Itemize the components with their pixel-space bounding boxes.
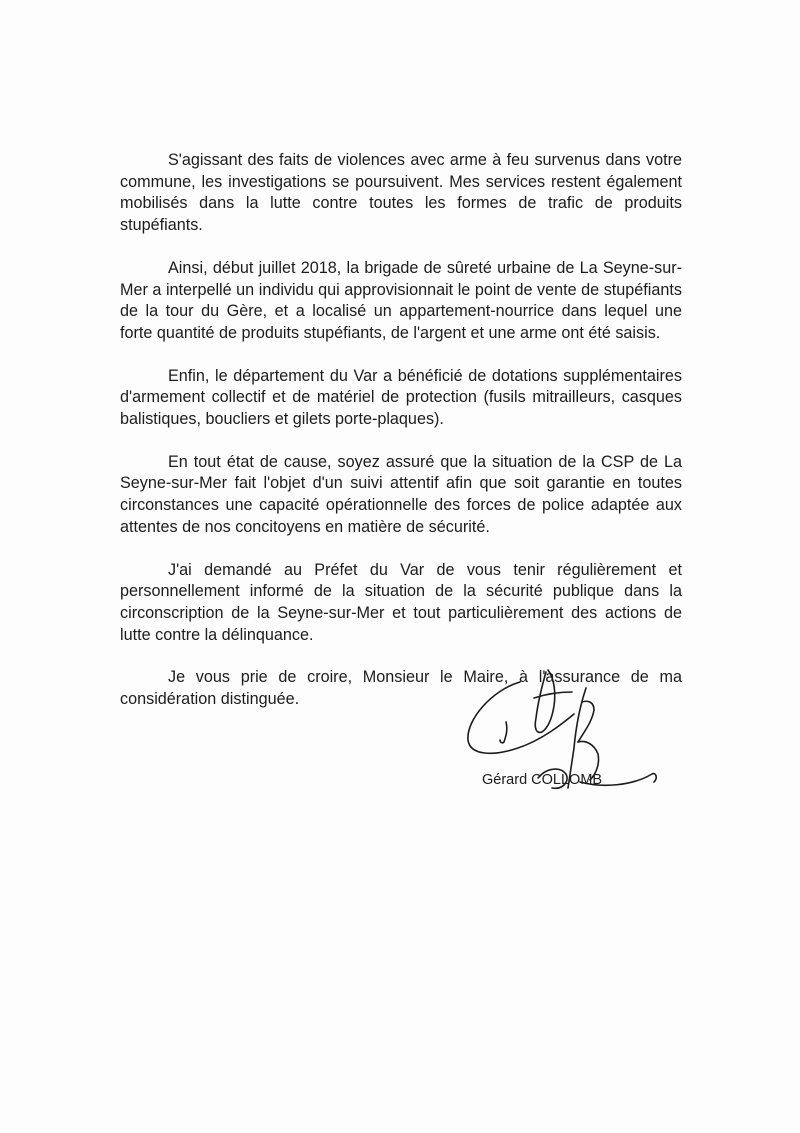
paragraph-arrest: Ainsi, début juillet 2018, la brigade de sûreté urbaine de La Seyne-sur-Mer a interpellé un individu qui approvisionnait le point de vente de stupéfiants de la tour du Gère, et a localisé un appartement-nourrice dans lequel une forte quantité de produits stupéfiants, de l'argent et une arme ont été saisis. xyxy=(120,258,682,342)
paragraph-investigations: S'agissant des faits de violences avec arme à feu survenus dans votre commune, les investigations se poursuivent. Mes services restent également mobilisés dans la lutte contre toutes les formes de trafic de produits stupéfiants. xyxy=(120,151,682,235)
paragraph-monitoring: En tout état de cause, soyez assuré que la situation de la CSP de La Seyne-sur-Mer fait l'objet d'un suivi attentif afin que soit garantie en toutes circonstances une capacité opérationnelle des forces de police adaptée aux attentes de nos concitoyens en matière de sécurité. xyxy=(120,452,682,536)
letter-body xyxy=(120,150,682,732)
paragraph-prefect: J'ai demandé au Préfet du Var de vous tenir régulièrement et personnellement informé de la situation de la sécurité publique dans la circonscription de la Seyne-sur-Mer et tout particulièrement des actions de lutte contre la délinquance. xyxy=(120,560,682,644)
signature-block xyxy=(462,662,682,802)
paragraph-equipment: Enfin, le département du Var a bénéficié de dotations supplémentaires d'armement collectif et de matériel de protection (fusils mitrailleurs, casques balistiques, boucliers et gilets porte-plaques). xyxy=(120,366,682,429)
signatory-name: Gérard COLLOMB xyxy=(482,772,603,788)
paragraph-closing: Je vous prie de croire, Monsieur le Maire, à l'assurance de ma considération distinguée. xyxy=(120,668,682,709)
